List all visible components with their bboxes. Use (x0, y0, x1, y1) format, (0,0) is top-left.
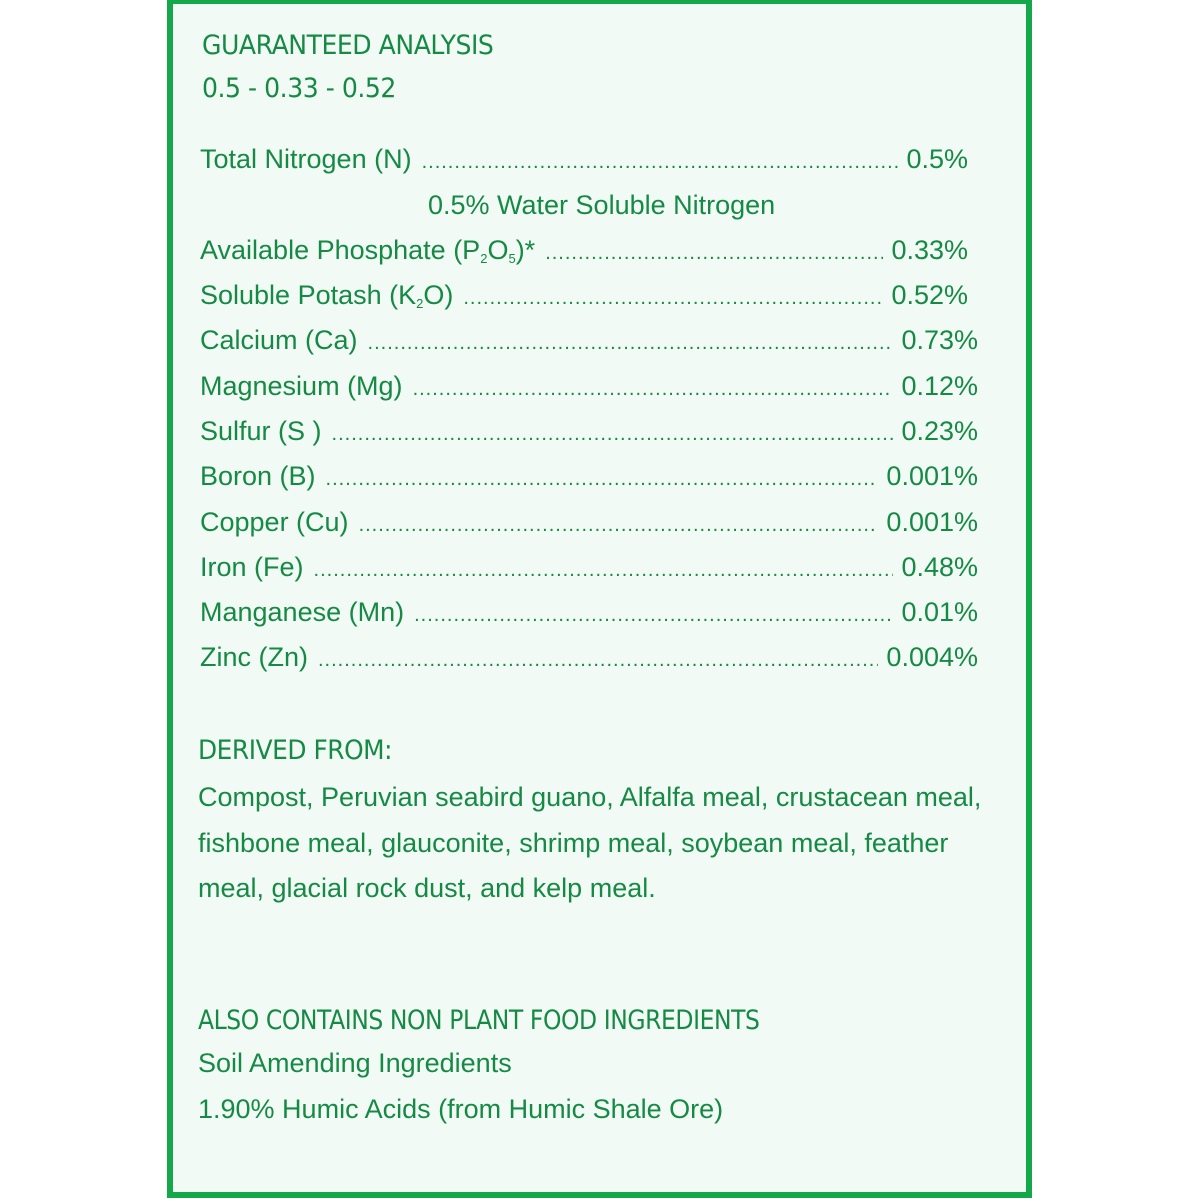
derived-from-heading: DERIVED FROM: (198, 735, 393, 766)
analysis-row-nitrogen: Total Nitrogen (N) ..... 0.5% (200, 144, 968, 178)
guaranteed-analysis-heading: GUARANTEED ANALYSIS (202, 30, 494, 61)
analysis-row-zinc: Zinc (Zn) ..... 0.004% (200, 642, 978, 676)
analysis-row-sulfur: Sulfur (S ) ..... 0.23% (200, 416, 978, 450)
water-soluble-nitrogen-note: 0.5% Water Soluble Nitrogen (428, 190, 776, 220)
analysis-row-iron: Iron (Fe) ..... 0.48% (200, 552, 978, 586)
analysis-row-manganese: Manganese (Mn) ..... 0.01% (200, 597, 978, 631)
humic-acids-line: 1.90% Humic Acids (from Humic Shale Ore) (198, 1094, 724, 1124)
analysis-row-magnesium: Magnesium (Mg) ..... 0.12% (200, 371, 978, 405)
also-contains-heading: ALSO CONTAINS NON PLANT FOOD INGREDIENTS (198, 1005, 760, 1036)
derived-from-text: Compost, Peruvian seabird guano, Alfalfa meal, crustacean meal, fishbone meal, glauconite, shrimp meal, soybean meal, feather meal, glacial rock dust, and kelp meal. (198, 782, 982, 903)
npk-ratio: 0.5 - 0.33 - 0.52 (202, 73, 396, 104)
analysis-row-boron: Boron (B) ..... 0.001% (200, 461, 978, 495)
analysis-row-calcium: Calcium (Ca) ..... 0.73% (200, 325, 978, 359)
analysis-row-potash: Soluble Potash $(K_2O)$ ..... 0.52% (200, 280, 968, 314)
soil-amending-line: Soil Amending Ingredients (198, 1048, 512, 1078)
analysis-row-phosphate: Available Phosphate $(P_2O_5)*$ ..... 0.33% (200, 235, 968, 269)
analysis-row-copper: Copper (Cu) ..... 0.001% (200, 507, 978, 541)
